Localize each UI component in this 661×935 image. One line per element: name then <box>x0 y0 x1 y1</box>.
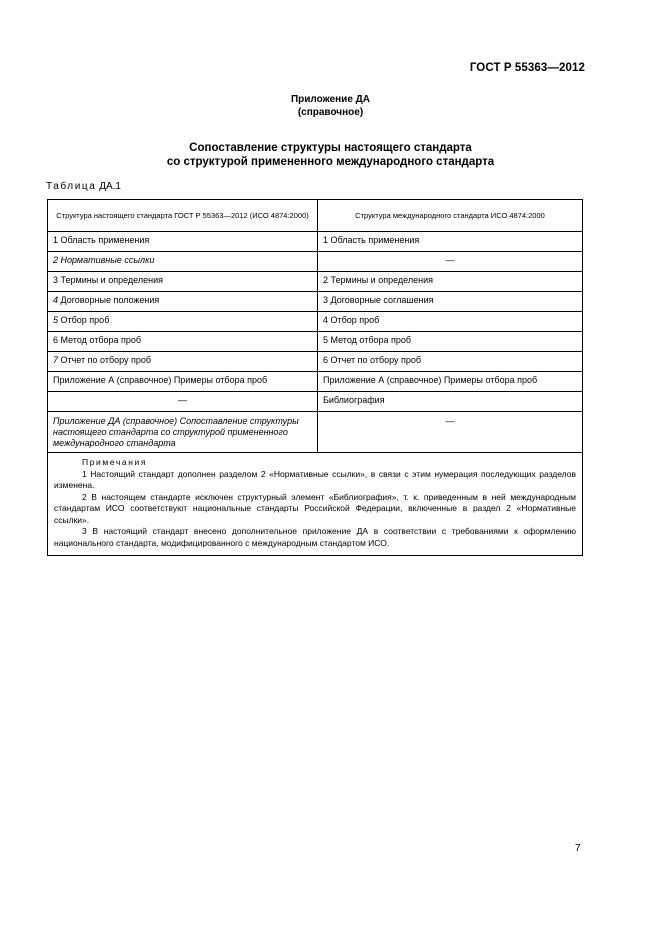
table-row <box>48 392 583 412</box>
notes-row <box>48 453 583 556</box>
heading-line-1: Сопоставление структуры настоящего стандарта <box>189 142 472 154</box>
appendix-subtitle: (справочное) <box>297 107 364 118</box>
row-right-cell: 4 Отбор проб <box>318 312 583 332</box>
row-number: 4 <box>53 295 59 305</box>
standard-code: ГОСТ Р 55363—2012 <box>469 62 585 74</box>
section-heading <box>0 141 661 169</box>
table-row <box>48 312 583 332</box>
row-left-cell: Приложение А (справочное) Примеры отбора проб <box>48 372 318 392</box>
notes-cell <box>48 453 583 556</box>
note-item: 3 В настоящий стандарт внесено дополнительное приложение ДА в соответствии с требованиями к оформлению национального стандарта, модифицированного с международным стандартом ИСО. <box>54 526 576 548</box>
row-number: 5 <box>53 315 59 325</box>
row-right-cell: — <box>318 412 583 453</box>
row-right-cell: 1 Область применения <box>318 232 583 252</box>
row-right-cell: — <box>318 252 583 272</box>
row-left-cell: Приложение ДА (справочное) Сопоставление структуры настоящего стандарта со структурой примененного международного стандарта <box>48 412 318 453</box>
table-row <box>48 412 583 453</box>
row-left-cell: 6 Метод отбора проб <box>48 332 318 352</box>
row-text: Отчет по отбору проб <box>58 355 152 365</box>
table-row <box>48 332 583 352</box>
row-left-cell: 3 Термины и определения <box>48 272 318 292</box>
row-left-cell <box>48 312 318 332</box>
row-right-cell: 6 Отчет по отбору проб <box>318 352 583 372</box>
row-left-cell <box>48 352 318 372</box>
row-left-cell: 2 Нормативные ссылки <box>48 252 318 272</box>
comparison-table <box>47 199 583 556</box>
row-left-cell: 1 Область применения <box>48 232 318 252</box>
appendix-title: Приложение ДА <box>290 94 371 105</box>
row-text: Отбор проб <box>58 315 110 325</box>
table-label <box>46 181 121 192</box>
heading-line-2: со структурой примененного международного стандарта <box>166 156 495 168</box>
header-left: Структура настоящего стандарта ГОСТ Р 55363—2012 (ИСО 4874:2000) <box>48 200 318 232</box>
table-row <box>48 352 583 372</box>
row-right-cell: 3 Договорные соглашения <box>318 292 583 312</box>
table-row <box>48 252 583 272</box>
row-right-cell: 2 Термины и определения <box>318 272 583 292</box>
table-label-prefix: Таблица <box>46 181 97 192</box>
note-item: 2 В настоящем стандарте исключен структурный элемент «Библиография», т. к. приведенным в ней международным стандартам ИСО соответствуют национальные стандарты Российской Федерации, включенные в раздел 2 «Нормативные ссылки». <box>54 491 576 525</box>
row-right-cell: Приложение А (справочное) Примеры отбора проб <box>318 372 583 392</box>
row-right-cell: 5 Метод отбора проб <box>318 332 583 352</box>
notes-title: Примечания <box>82 457 148 467</box>
note-item: 1 Настоящий стандарт дополнен разделом 2 «Нормативные ссылки», в связи с этим нумерация последующих разделов изменена. <box>54 468 576 490</box>
page-number: 7 <box>575 843 581 854</box>
row-left-cell <box>48 292 318 312</box>
header-right: Структура международного стандарта ИСО 4874:2000 <box>318 200 583 232</box>
row-right-cell: Библиография <box>318 392 583 412</box>
table-label-number: ДА.1 <box>99 181 121 192</box>
table-row <box>48 232 583 252</box>
row-text: Договорные положения <box>58 295 160 305</box>
table-row <box>48 272 583 292</box>
row-number: 7 <box>53 355 59 365</box>
row-left-cell: — <box>48 392 318 412</box>
table-header-row <box>48 200 583 232</box>
table-row <box>48 292 583 312</box>
appendix-heading <box>0 93 661 119</box>
table-row <box>48 372 583 392</box>
